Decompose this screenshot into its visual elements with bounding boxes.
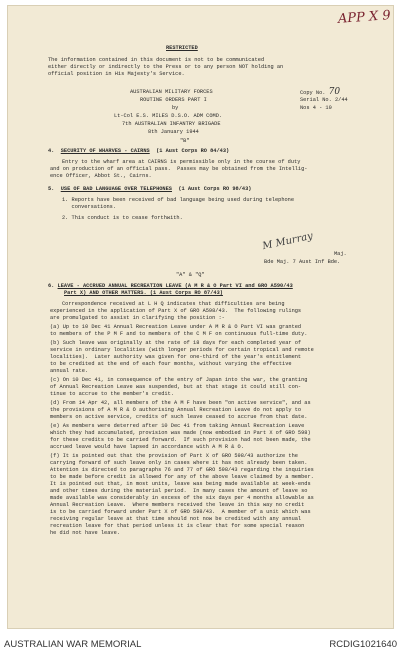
force-name: AUSTRALIAN MILITARY FORCES	[130, 89, 213, 95]
para-f-line-11: recreation leave for that period unless it is clear that for some special reason	[50, 523, 305, 529]
archive-source: AUSTRALIAN WAR MEMORIAL	[4, 639, 142, 650]
para-f-line-8: Annual Recreation Leave. Where members received the leave in this way no credit	[50, 502, 305, 508]
para-e-line-4: accrued leave would have lapsed in accordance with A M R & O.	[50, 444, 244, 450]
serial-number: Serial No. 2/44	[300, 97, 348, 103]
para-e-line-3: for these credits to be carried forward. If such provision had not been made, the	[50, 437, 311, 443]
para-f-line-9: is to be carried forward under Part X of GRO 598/43. A member of a unit which was	[50, 509, 311, 515]
brigade-name: 7th AUSTRALIAN INFANTRY BRIGADE	[122, 121, 221, 127]
item-4-line-2: and on production of an official pass. Passes may be obtained from the Intellig-	[50, 166, 308, 172]
orders-by: by	[172, 105, 179, 111]
orders-title: ROUTINE ORDERS PART I	[140, 97, 207, 103]
item-5-para-2: 2. This conduct is to cease forthwith.	[62, 215, 183, 221]
para-b-line-1: (b) Such leave was originally at the rate of 18 days for each completed year of	[50, 340, 302, 346]
warning-line-2: either directly or indirectly to the Press or to any person NOT holding an	[48, 64, 284, 70]
para-b-line-4: to be credited at the end of each four months, without varying the effective	[50, 361, 292, 367]
classification-heading: RESTRICTED	[166, 45, 198, 51]
para-f-line-6: and other times during the material period. In many cases the amount of leave so	[50, 488, 308, 494]
signatory-title: Bde Maj. 7 Aust Inf Bde.	[264, 259, 341, 265]
para-b-line-5: annual rate.	[50, 368, 89, 374]
item-4-line-3: ence Officer, Abbot St., Cairns.	[50, 173, 152, 179]
item-5-heading: 5. USE OF BAD LANGUAGE OVER TELEPHONES (1 Aust Corps RO 98/43)	[48, 186, 252, 192]
para-a-line-1: (a) Up to 10 Dec 41 Annual Recreation Leave under A M R & O Part VI was granted	[50, 324, 302, 330]
item-5-para-1-line-2: conversations.	[62, 204, 117, 210]
para-f-line-4: to be made before credit is allowed for any of the above leave claimed by a member.	[50, 474, 314, 480]
para-d-line-2: the provisions of A M R & O authorising Annual Recreation Leave do not apply to	[50, 407, 302, 413]
signature-scrawl: M Murray	[261, 230, 314, 253]
para-b-line-2: service in ordinary localities (with longer periods for certain tropical and remote	[50, 347, 314, 353]
copy-number: Copy No. 70	[300, 87, 341, 97]
para-c-line-1: (c) On 10 Dec 41, in consequence of the entry of Japan into the war, the granting	[50, 377, 308, 383]
archive-id: RCDIG1021640	[329, 639, 397, 650]
para-f-line-3: Attention is directed to paragraphs 76 and 77 of GRO 598/43 regarding the inquiries	[50, 467, 314, 473]
archive-footer	[0, 630, 401, 654]
warning-line-1: The information contained in this document is not to be communicated	[48, 57, 265, 63]
signatory-rank: Maj.	[334, 251, 347, 257]
item-5-para-1-line-1: 1. Reports have been received of bad language being used during telephone	[62, 197, 295, 203]
para-f-line-7: made available was considerably in excess of the six days per 4 months allowable as	[50, 495, 314, 501]
para-b-line-3: localities). Later authority was given for one-third of the year's entitlement	[50, 354, 302, 360]
item-6-heading-line-2: Part X) AND OTHER MATTERS. (1 Aust Corps RO 87/43)	[64, 290, 223, 296]
item-6-heading-line-1: 6. LEAVE - ACCRUED ANNUAL RECREATION LEAVE (A M R & O Part VI and GRO A590/43	[48, 283, 293, 289]
mark-b: "B"	[180, 138, 190, 144]
commander: Lt-Col E.S. MILES D.S.O. ADM COMD.	[114, 113, 223, 119]
para-e-line-2: which they had accumulated, provision was made (now embodied in Part X of GRO 598)	[50, 430, 311, 436]
handwritten-annotation: APP X 9	[337, 8, 392, 27]
order-date: 8th January 1944	[148, 129, 199, 135]
para-d-line-1: (d) From 14 Apr 42, all members of the A M F have been "on active service", and as	[50, 400, 311, 406]
para-f-line-5: It is pointed out that, in most units, leave was being made available at week-ends	[50, 481, 311, 487]
para-f-line-10: receiving regular leave at that time should not now be credited with any annual	[50, 516, 302, 522]
para-c-line-2: of Annual Recreation Leave was suspended, but at that stage it could still con-	[50, 384, 302, 390]
order-numbers: Nos 4 - 10	[300, 105, 332, 111]
warning-line-3: official position in His Majesty's Service.	[48, 71, 185, 77]
para-f-line-12: he did not have leave.	[50, 530, 120, 536]
item-6-intro-line-3: are promulgated to assist in clarifying the position :-	[50, 315, 225, 321]
para-e-line-1: (e) As members were deterred after 10 Dec 41 from taking Annual Recreation Leave	[50, 423, 305, 429]
section-mark: "A" & "Q"	[176, 272, 205, 278]
para-f-line-2: carrying forward of such leave only in cases where it has not already been taken.	[50, 460, 308, 466]
para-c-line-3: tinue to accrue to the member's credit.	[50, 391, 174, 397]
para-d-line-3: members on active service, credits of such leave ceased to accrue from that date.	[50, 414, 308, 420]
item-4-heading: 4. SECURITY OF WHARVES - CAIRNS (1 Aust Corps RO 84/43)	[48, 148, 230, 154]
item-4-line-1: Entry to the wharf area at CAIRNS is permissible only in the course of duty	[62, 159, 301, 165]
item-6-intro-line-1: Correspondence received at L H Q indicates that difficulties are being	[62, 301, 285, 307]
para-a-line-2: to members of the P M F and to members of the C M F on continuous full-time duty.	[50, 331, 308, 337]
item-6-intro-line-2: experienced in the application of Part X of GRO A598/43. The following rulings	[50, 308, 302, 314]
para-f-line-1: (f) It is pointed out that the provision of Part X of GRO 598/43 authorize the	[50, 453, 298, 459]
